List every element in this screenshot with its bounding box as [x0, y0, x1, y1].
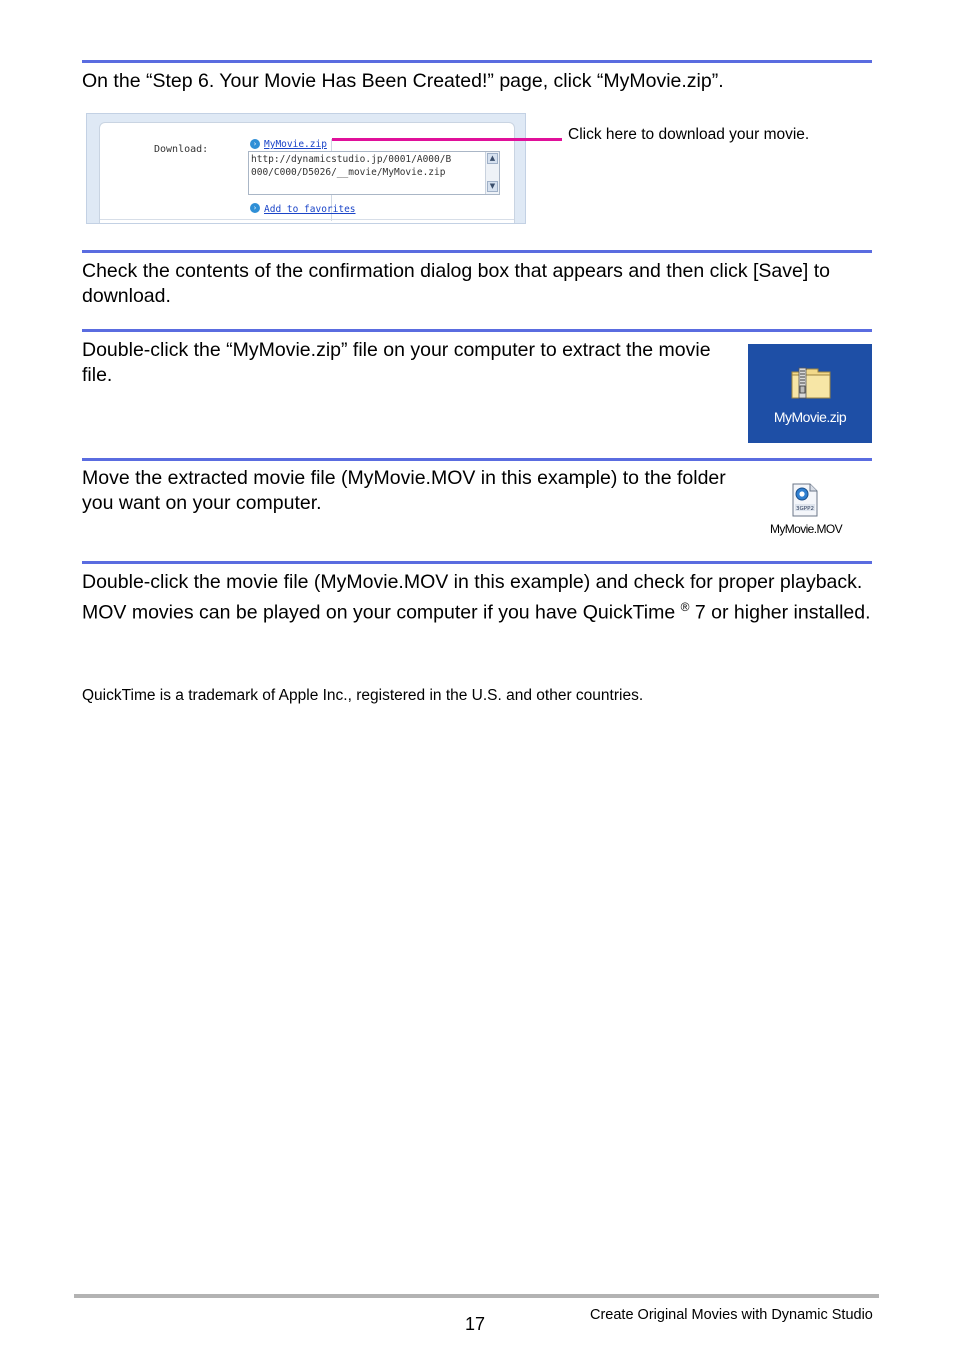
arrow-icon: › [250, 203, 260, 213]
page-number: 17 [465, 1314, 486, 1334]
step-3-text [82, 338, 712, 388]
step-5-text [82, 570, 872, 626]
section-rule-2 [82, 250, 872, 253]
callout-pointer [332, 138, 562, 141]
step-2-text [82, 259, 872, 309]
url-text: http://dynamicstudio.jp/0001/A000/B 000/C000/D5026/__movie/MyMovie.zip [251, 154, 452, 178]
section-rule-4 [82, 458, 872, 461]
step-1-paragraph: On the “Step 6. Your Movie Has Been Created!” page, click “MyMovie.zip”. [82, 70, 724, 92]
arrow-icon: › [250, 139, 260, 149]
trademark-note: QuickTime is a trademark of Apple Inc., registered in the U.S. and other countries. [82, 687, 644, 704]
step-5-paragraph-1: Double-click the movie file (MyMovie.MOV in this example) and check for proper playback. [82, 571, 863, 593]
mov-badge: 3GPP2 [796, 506, 814, 512]
add-to-favorites-link[interactable]: Add to favorites [264, 204, 356, 215]
mymovie-zip-link[interactable]: MyMovie.zip [264, 139, 327, 150]
url-scrollbar[interactable] [485, 152, 499, 194]
zip-folder-icon [790, 366, 832, 400]
step-2-paragraph: Check the contents of the confirmation dialog box that appears and then click [Save] to download. [82, 260, 830, 307]
step-5-paragraph-2 [82, 595, 872, 626]
quicktime-document-icon [791, 483, 819, 517]
section-rule-1 [82, 60, 872, 63]
zip-file-icon[interactable] [748, 344, 872, 443]
step-4-text [82, 466, 732, 516]
panel-bottom-line [100, 219, 514, 220]
mov-file-label: MyMovie.MOV [769, 522, 843, 536]
step-5-text-after: 7 or higher installed. [689, 601, 871, 624]
mov-file-icon[interactable] [766, 483, 846, 543]
section-rule-5 [82, 561, 872, 564]
url-textbox[interactable] [248, 151, 500, 195]
step-1-text [82, 69, 872, 94]
footer-title: Create Original Movies with Dynamic Studio [590, 1307, 873, 1323]
download-label: Download: [154, 144, 209, 155]
footer-rule [74, 1294, 879, 1298]
scroll-down-icon[interactable]: ▼ [487, 181, 498, 192]
step-4-paragraph: Move the extracted movie file (MyMovie.MOV in this example) to the folder you want on your computer. [82, 467, 726, 514]
registered-mark: ® [680, 600, 690, 614]
scroll-up-icon[interactable]: ▲ [487, 153, 498, 164]
section-rule-3 [82, 329, 872, 332]
step-3-paragraph: Double-click the “MyMovie.zip” file on your computer to extract the movie file. [82, 339, 711, 386]
download-screenshot [86, 113, 526, 224]
step-5-text-before: MOV movies can be played on your computer if you have QuickTime [82, 601, 681, 624]
zip-file-label: MyMovie.zip [773, 409, 847, 425]
callout-text: Click here to download your movie. [568, 126, 810, 143]
